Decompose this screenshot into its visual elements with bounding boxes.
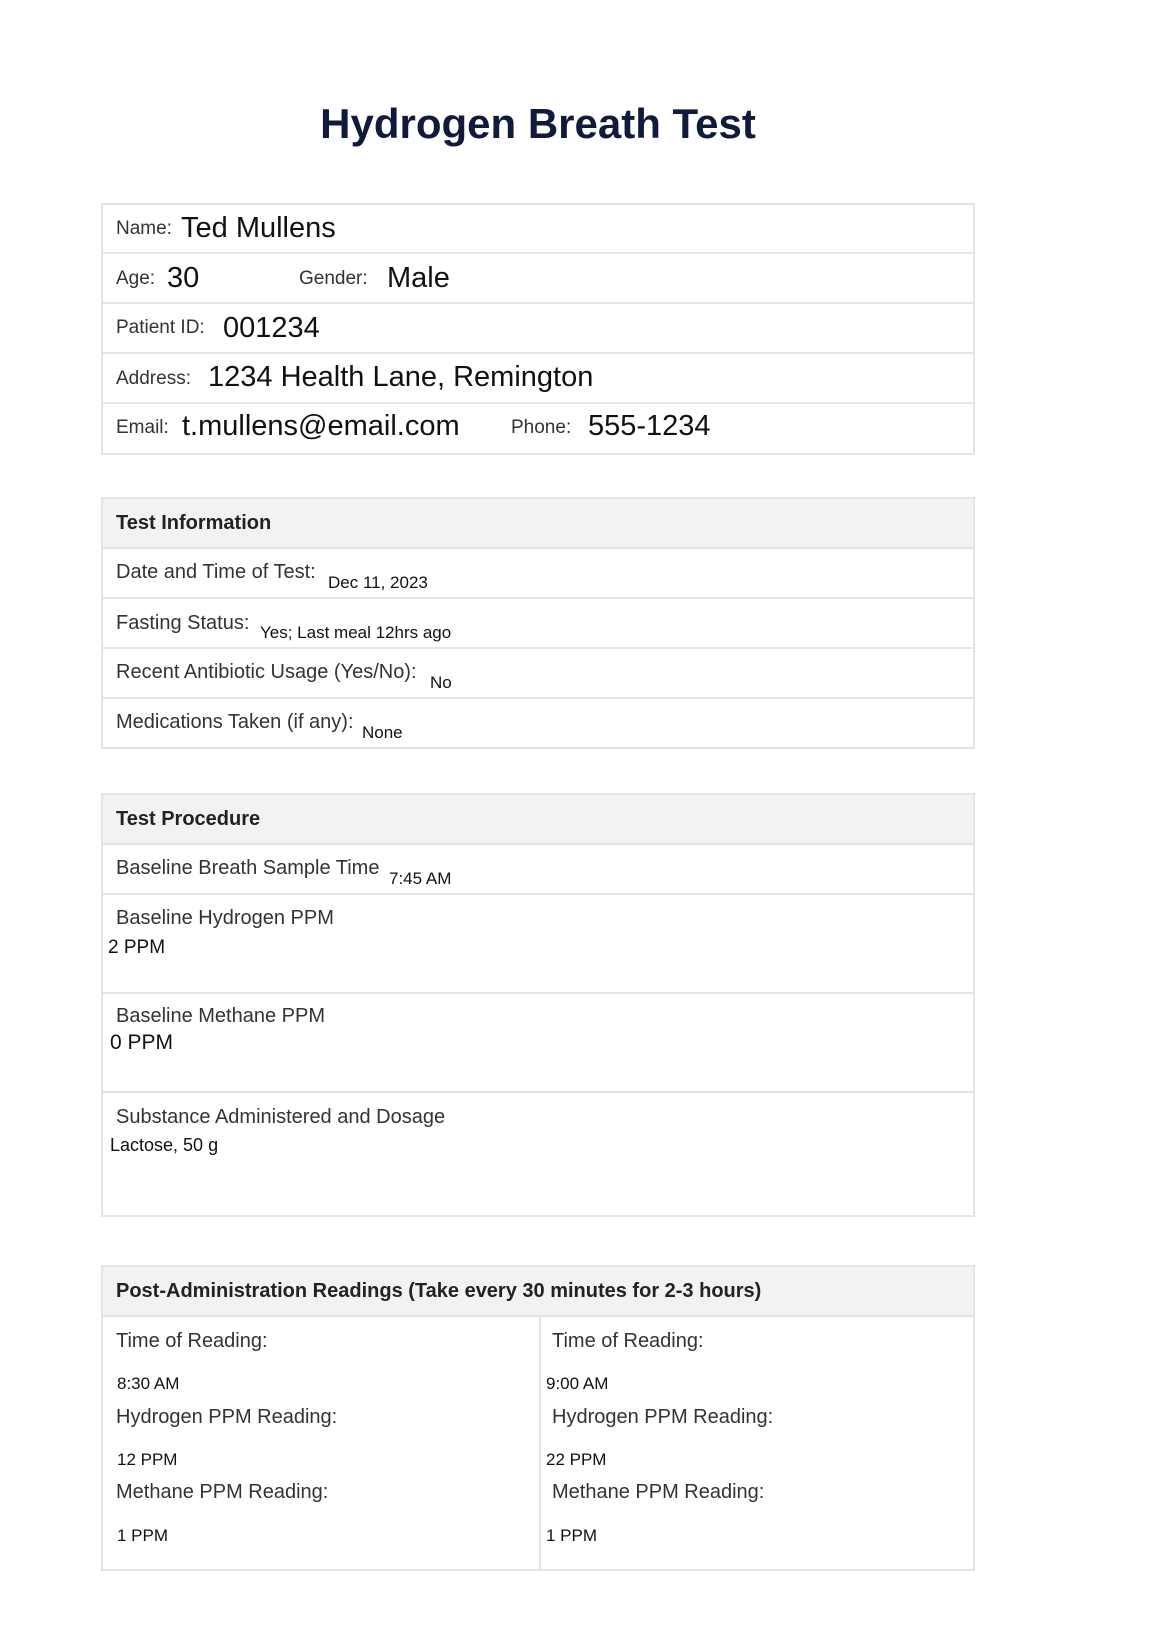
reading-2-hydrogen-value[interactable]: 22 PPM (546, 1450, 607, 1469)
medications-value[interactable]: None (362, 723, 403, 742)
email-label: Email: (116, 417, 169, 438)
reading-1-hydrogen-label: Hydrogen PPM Reading: (116, 1406, 338, 1428)
age-value[interactable]: 30 (167, 262, 200, 294)
reading-2-methane-label: Methane PPM Reading: (552, 1481, 765, 1503)
fasting-value[interactable]: Yes; Last meal 12hrs ago (260, 623, 452, 642)
post-readings-header (103, 1267, 973, 1317)
name-label: Name: (116, 218, 172, 239)
substance-label: Substance Administered and Dosage (116, 1106, 446, 1128)
patient-info-section (101, 203, 975, 455)
baseline-hydrogen-row (103, 895, 973, 994)
date-value[interactable]: Dec 11, 2023 (328, 573, 428, 592)
date-row (103, 549, 973, 599)
address-label: Address: (116, 368, 191, 389)
post-readings-section (101, 1265, 975, 1571)
gender-label: Gender: (299, 268, 368, 289)
baseline-hydrogen-label: Baseline Hydrogen PPM (116, 907, 334, 929)
column-divider (539, 1317, 541, 1569)
antibiotic-label: Recent Antibiotic Usage (Yes/No): (116, 661, 417, 683)
reading-2-methane-value[interactable]: 1 PPM (546, 1526, 598, 1545)
test-information-section (101, 497, 975, 749)
gender-value[interactable]: Male (387, 262, 450, 294)
patient-id-value[interactable]: 001234 (223, 312, 320, 344)
baseline-hydrogen-value[interactable]: 2 PPM (108, 937, 166, 958)
reading-2-hydrogen-label: Hydrogen PPM Reading: (552, 1406, 774, 1428)
reading-1-hydrogen-value[interactable]: 12 PPM (117, 1450, 178, 1469)
baseline-methane-value[interactable]: 0 PPM (110, 1031, 174, 1054)
reading-1-methane-value[interactable]: 1 PPM (117, 1526, 169, 1545)
post-readings-heading: Post-Administration Readings (Take every 30 minutes for 2-3 hours) (116, 1280, 762, 1302)
medications-row (103, 699, 973, 747)
baseline-time-label: Baseline Breath Sample Time (116, 857, 380, 879)
baseline-time-value[interactable]: 7:45 AM (389, 869, 452, 888)
fasting-row (103, 599, 973, 649)
baseline-time-row (103, 845, 973, 895)
substance-row (103, 1093, 973, 1215)
patient-id-row (103, 304, 973, 354)
reading-1-time-value[interactable]: 8:30 AM (117, 1374, 180, 1393)
substance-value[interactable]: Lactose, 50 g (110, 1135, 219, 1155)
reading-2-time-label: Time of Reading: (552, 1330, 704, 1352)
date-label: Date and Time of Test: (116, 561, 316, 583)
email-phone-row (103, 404, 973, 453)
email-value[interactable]: t.mullens@email.com (182, 410, 460, 442)
phone-label: Phone: (511, 417, 572, 438)
page-title: Hydrogen Breath Test (320, 100, 756, 147)
address-row (103, 354, 973, 404)
name-value[interactable]: Ted Mullens (181, 212, 336, 244)
reading-1-time-label: Time of Reading: (116, 1330, 268, 1352)
reading-1-methane-label: Methane PPM Reading: (116, 1481, 329, 1503)
medications-label: Medications Taken (if any): (116, 711, 354, 733)
test-information-header (103, 499, 973, 549)
baseline-methane-row (103, 994, 973, 1093)
baseline-methane-label: Baseline Methane PPM (116, 1005, 326, 1027)
test-procedure-section (101, 793, 975, 1217)
readings-grid (103, 1317, 973, 1569)
name-row (103, 205, 973, 254)
reading-2-time-value[interactable]: 9:00 AM (546, 1374, 609, 1393)
test-procedure-heading: Test Procedure (116, 808, 261, 830)
address-value[interactable]: 1234 Health Lane, Remington (208, 361, 594, 393)
test-procedure-header (103, 795, 973, 845)
age-label: Age: (116, 268, 156, 289)
antibiotic-value[interactable]: No (430, 673, 452, 692)
fasting-label: Fasting Status: (116, 612, 250, 634)
patient-id-label: Patient ID: (116, 317, 205, 338)
antibiotic-row (103, 649, 973, 699)
test-information-heading: Test Information (116, 512, 272, 534)
phone-value[interactable]: 555-1234 (588, 410, 711, 442)
age-gender-row (103, 254, 973, 304)
